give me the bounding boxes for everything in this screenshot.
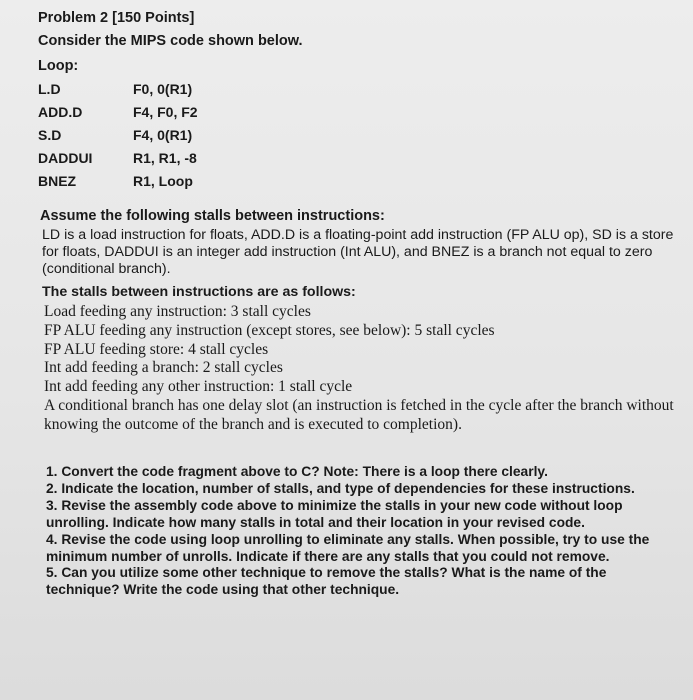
code-op: L.D xyxy=(38,81,61,97)
assumptions-description: LD is a load instruction for floats, ADD.D is a floating-point add instruction (FP ALU op), SD is a store for floats, DADDUI is an integer add instruction (Int ALU), and BNEZ is a branch not equal to zero (conditional branch). xyxy=(42,227,674,277)
code-args: F0, 0(R1) xyxy=(133,81,193,97)
code-op: BNEZ xyxy=(38,173,77,189)
problem-title: Problem 2 [150 Points] xyxy=(38,10,195,26)
question-item: 4. Revise the code using loop unrolling to eliminate any stalls. When possible, try to use the minimum number of unrolls. Indicate if there are any stalls that you could not remove. xyxy=(46,531,650,564)
intro-text: Consider the MIPS code shown below. xyxy=(38,33,303,49)
assumptions-title: Assume the following stalls between instructions: xyxy=(40,208,385,224)
code-args: F4, 0(R1) xyxy=(133,127,193,143)
question-item: 5. Can you utilize some other technique to remove the stalls? What is the name of the technique? Write the code using that other technique. xyxy=(46,565,607,598)
code-op: S.D xyxy=(38,127,62,143)
code-loop-label: Loop: xyxy=(38,58,79,74)
question-item: 1. Convert the code fragment above to C? Note: There is a loop there clearly. xyxy=(46,464,548,479)
question-item: 2. Indicate the location, number of stalls, and type of dependencies for these instructions. xyxy=(46,480,635,496)
code-op: ADD.D xyxy=(38,104,83,120)
code-args: R1, Loop xyxy=(133,173,193,189)
stall-list xyxy=(44,303,674,435)
question-item: 3. Revise the assembly code above to minimize the stalls in your new code without loop unrolling. Indicate how many stalls in total and their location in your revised code. xyxy=(46,497,623,530)
code-op: DADDUI xyxy=(38,150,93,166)
stall-item: A conditional branch has one delay slot (an instruction is fetched in the cycle after the branch without knowing the outcome of the branch and is executed to completion). xyxy=(44,396,674,433)
stall-item: FP ALU feeding any instruction (except stores, see below): 5 stall cycles xyxy=(44,321,495,339)
question-list xyxy=(46,464,666,599)
stall-item: FP ALU feeding store: 4 stall cycles xyxy=(44,340,269,358)
stall-item: Int add feeding a branch: 2 stall cycles xyxy=(44,359,283,377)
stalls-title: The stalls between instructions are as follows: xyxy=(42,284,356,300)
code-args: F4, F0, F2 xyxy=(133,104,198,120)
stall-item: Int add feeding any other instruction: 1 stall cycle xyxy=(44,378,353,396)
code-args: R1, R1, -8 xyxy=(133,150,197,166)
stall-item: Load feeding any instruction: 3 stall cycles xyxy=(44,303,311,320)
